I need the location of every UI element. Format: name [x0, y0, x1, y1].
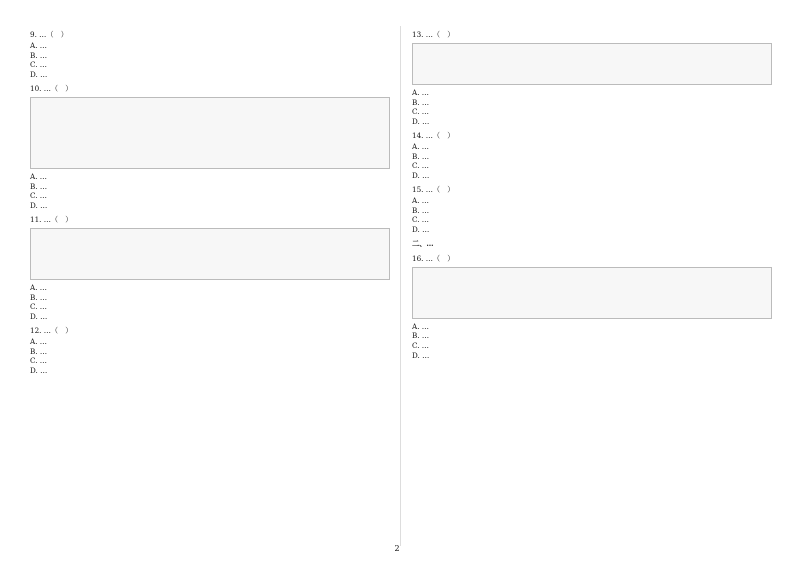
option: B. … — [412, 331, 430, 341]
section-heading: 二、… — [412, 238, 434, 248]
option: B. … — [30, 292, 48, 302]
option: A. … — [30, 171, 47, 181]
option: C. … — [412, 215, 429, 225]
column-divider — [400, 26, 401, 546]
option: C. … — [412, 161, 429, 171]
option: B. … — [30, 50, 48, 60]
option: C. … — [412, 107, 429, 117]
option: C. … — [30, 356, 47, 366]
option: A. … — [30, 40, 47, 50]
question-q10: 10. …（ ） — [30, 83, 73, 93]
option: C. … — [30, 60, 47, 70]
membrane-transport-figure — [412, 267, 772, 319]
question-q16: 16. …（ ） — [412, 253, 455, 263]
option: D. … — [412, 171, 430, 181]
option: A. … — [412, 195, 429, 205]
option: D. … — [30, 201, 48, 211]
option: D. … — [30, 312, 48, 322]
option: B. … — [412, 97, 430, 107]
option: B. … — [412, 205, 430, 215]
option: A. … — [412, 141, 429, 151]
cross-diagram-figure — [30, 97, 390, 169]
option: D. … — [412, 350, 430, 360]
question-q9: 9. …（ ） — [30, 30, 68, 39]
question-q11: 11. …（ ） — [30, 214, 73, 224]
option: A. … — [412, 321, 429, 331]
page-number: 2 — [394, 544, 400, 553]
option: D. … — [30, 70, 48, 80]
option: A. … — [30, 336, 47, 346]
option: D. … — [30, 366, 48, 376]
centrifuge-tubes-figure — [412, 43, 772, 85]
right-column — [412, 30, 772, 365]
question-q14: 14. …（ ） — [412, 130, 455, 140]
question-q12: 12. …（ ） — [30, 325, 73, 335]
option: A. … — [30, 282, 47, 292]
option: B. … — [30, 181, 48, 191]
option: D. … — [412, 117, 430, 127]
option: D. … — [412, 225, 430, 235]
option: B. … — [412, 151, 430, 161]
option: C. … — [30, 302, 47, 312]
option: C. … — [30, 191, 47, 201]
question-q15: 15. …（ ） — [412, 184, 455, 194]
pedigree-and-gel-figure — [30, 228, 390, 280]
left-column — [30, 30, 390, 380]
question-q13: 13. …（ ） — [412, 30, 455, 39]
option: B. … — [30, 346, 48, 356]
option: C. … — [412, 341, 429, 351]
option: A. … — [412, 87, 429, 97]
